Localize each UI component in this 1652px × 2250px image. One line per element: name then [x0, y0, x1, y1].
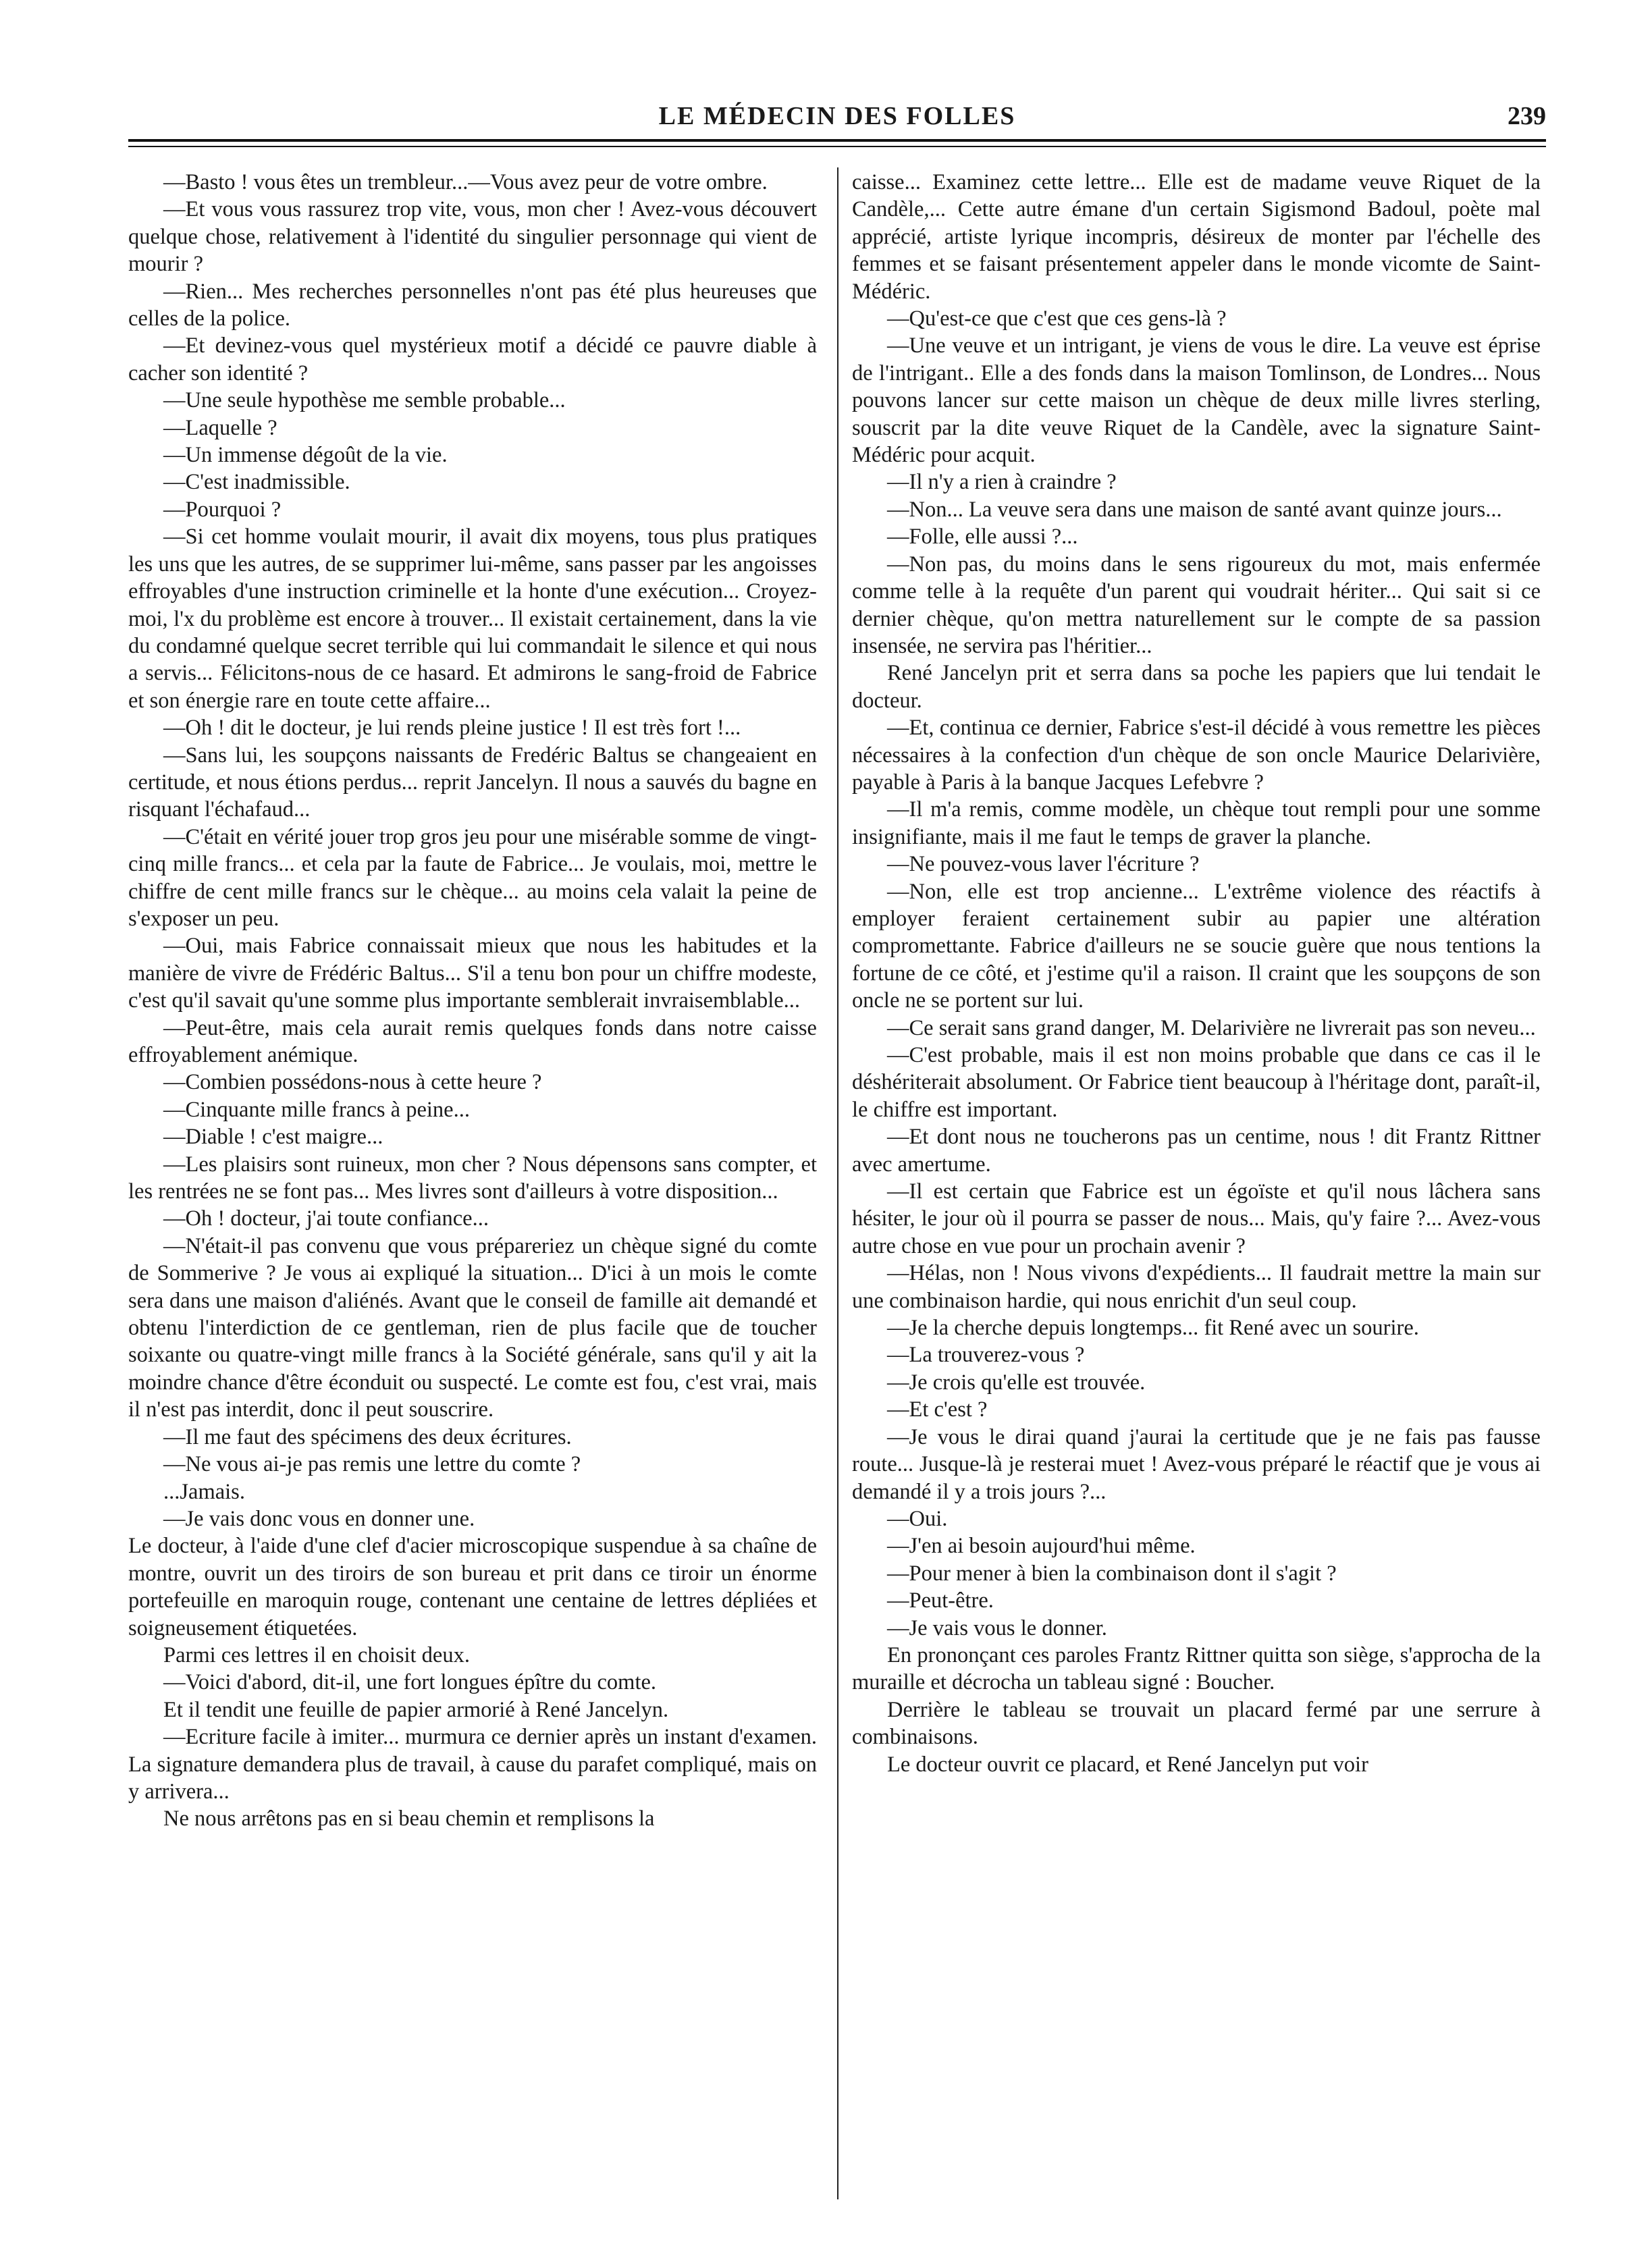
paragraph: —Peut-être. — [887, 1588, 994, 1613]
paragraph: —Je la cherche depuis longtemps... fit René avec un sourire. — [887, 1316, 1419, 1341]
paragraph: Derrière le tableau se trouvait un placard fermé par une serrure à combinaisons. — [852, 1697, 1541, 1750]
paragraph: —La trouverez-vous ? — [887, 1343, 1085, 1368]
paragraph: —J'en ai besoin aujourd'hui même. — [887, 1534, 1196, 1559]
paragraph: Parmi ces lettres il en choisit deux. — [163, 1642, 470, 1667]
paragraph: —Je vous le dirai quand j'aurai la certitude que je ne fais pas fausse route... Jusque-là je resterai muet ! Avez-vous préparé le réactif que je vous ai demandé il y a trois jours ?... — [852, 1424, 1541, 1504]
page-header — [128, 101, 1546, 135]
paragraph: Ne nous arrêtons pas en si beau chemin et remplisons la — [163, 1806, 655, 1831]
paragraph: —N'était-il pas convenu que vous prépareriez un chèque signé du comte de Sommerive ? Je vous ai expliqué la situation... D'ici à un mois le comte sera dans une maison d'aliénés. Avant que le conseil de famille ait demandé et obtenu l'interdiction de ce gentleman, rien de plus facile que de toucher soixante ou quatre-vingt mille francs à la Société générale, sans qu'il y ait la moindre chance d'être éconduit ou suspecté. Le comte est fou, c'est vrai, mais il n'est pas interdit, donc il peut souscrire. — [128, 1233, 817, 1422]
paragraph: Le docteur, à l'aide d'une clef d'acier microscopique suspendue à sa chaîne de montre, ouvrit un des tiroirs de son bureau et prit dans ce tiroir un énorme portefeuille en maroquin rouge, contenant une centaine de lettres dépliées et soigneusement étiquetées. — [128, 1534, 817, 1640]
paragraph: —Folle, elle aussi ?... — [887, 525, 1078, 550]
paragraph: —Je vais donc vous en donner une. — [163, 1506, 475, 1531]
paragraph: René Jancelyn prit et serra dans sa poche les papiers que lui tendait le docteur. — [852, 661, 1541, 713]
paragraph: —Cinquante mille francs à peine... — [163, 1097, 470, 1122]
paragraph: caisse... Examinez cette lettre... Elle est de madame veuve Riquet de la Candèle,... Cette autre émane d'un certain Sigismond Badoul, poète mal apprécié, artiste lyrique incompris, désireux de monter par l'échelle des femmes et se faisant présentement appeler dans le monde vicomte de Saint-Médéric. — [852, 170, 1541, 304]
paragraph: —Les plaisirs sont ruineux, mon cher ? Nous dépensons sans compter, et les rentrées ne se font pas... Mes livres sont d'ailleurs à votre disposition... — [128, 1152, 817, 1204]
paragraph: —Et devinez-vous quel mystérieux motif a décidé ce pauvre diable à cacher son identité ? — [128, 333, 817, 385]
paragraph: —Un immense dégoût de la vie. — [163, 443, 448, 468]
paragraph: —Qu'est-ce que c'est que ces gens-là ? — [887, 306, 1227, 331]
paragraph: —Basto ! vous êtes un trembleur...—Vous avez peur de votre ombre. — [163, 170, 768, 194]
paragraph: —Oh ! docteur, j'ai toute confiance... — [163, 1206, 489, 1231]
text-column-left — [128, 169, 817, 2201]
paragraph: —Il est certain que Fabrice est un égoïste et qu'il nous lâchera sans hésiter, le jour où il pourra se passer de nous... Mais, qu'y faire ?... Avez-vous autre chose en vue pour un prochain avenir ? — [852, 1179, 1541, 1258]
paragraph: —C'était en vérité jouer trop gros jeu pour une misérable somme de vingt-cinq mille francs... et cela par la faute de Fabrice... Je voulais, moi, mettre le chiffre de cent mille francs sur le chèque... au moins cela valait la peine de s'exposer un peu. — [128, 824, 817, 931]
paragraph: En prononçant ces paroles Frantz Rittner quitta son siège, s'approcha de la muraille et décrocha un tableau signé : Boucher. — [852, 1642, 1541, 1695]
paragraph: —Ne vous ai-je pas remis une lettre du comte ? — [163, 1452, 581, 1477]
paragraph: —Diable ! c'est maigre... — [163, 1125, 383, 1150]
paragraph: —C'est inadmissible. — [163, 470, 350, 495]
paragraph: —Je vais vous le donner. — [887, 1615, 1107, 1640]
header-rule-top — [128, 139, 1546, 142]
paragraph: Le docteur ouvrit ce placard, et René Jancelyn put voir — [887, 1752, 1368, 1777]
paragraph: ...Jamais. — [163, 1479, 245, 1504]
paragraph: —Il n'y a rien à craindre ? — [887, 470, 1117, 495]
paragraph: —Il m'a remis, comme modèle, un chèque tout rempli pour une somme insignifiante, mais il me faut le temps de graver la planche. — [852, 797, 1541, 849]
paragraph: —Non... La veuve sera dans une maison de santé avant quinze jours... — [887, 497, 1502, 522]
paragraph: —Et vous vous rassurez trop vite, vous, mon cher ! Avez-vous découvert quelque chose, relativement à l'identité du singulier personnage qui vient de mourir ? — [128, 197, 817, 277]
paragraph: —Laquelle ? — [163, 415, 277, 440]
column-divider — [837, 167, 838, 2199]
paragraph: —Combien possédons-nous à cette heure ? — [163, 1070, 542, 1095]
paragraph: —Et, continua ce dernier, Fabrice s'est-il décidé à vous remettre les pièces nécessaires à la confection d'un chèque de son oncle Maurice Delarivière, payable à Paris à la banque Jacques Lefebvre ? — [852, 716, 1541, 795]
paragraph: —Ne pouvez-vous laver l'écriture ? — [887, 852, 1200, 877]
paragraph: —Oui. — [887, 1506, 948, 1531]
paragraph: —Une seule hypothèse me semble probable... — [163, 388, 566, 413]
paragraph: —Il me faut des spécimens des deux écritures. — [163, 1424, 572, 1449]
paragraph: —Oh ! dit le docteur, je lui rends pleine justice ! Il est très fort !... — [163, 716, 741, 741]
paragraph: —Une veuve et un intrigant, je viens de vous le dire. La veuve est éprise de l'intrigant.. Elle a des fonds dans la maison Tomlinson, de Londres... Nous pouvons lancer sur cette maison un chèque de deux mille livres sterling, souscrit par la dite veuve Riquet de la Candèle, avec la signature Saint-Médéric pour acquit. — [852, 333, 1541, 468]
paragraph: —Et c'est ? — [887, 1397, 988, 1422]
paragraph: —Je crois qu'elle est trouvée. — [887, 1370, 1146, 1395]
text-column-right — [852, 169, 1541, 2201]
paragraph: —C'est probable, mais il est non moins probable que dans ce cas il le déshériterait absolument. Or Fabrice tient beaucoup à l'héritage dont, paraît-il, le chiffre est important. — [852, 1043, 1541, 1122]
paragraph: —Peut-être, mais cela aurait remis quelques fonds dans notre caisse effroyablement anémique. — [128, 1015, 817, 1067]
paragraph: —Non, elle est trop ancienne... L'extrême violence des réactifs à employer feraient certainement subir au papier une altération compromettante. Fabrice d'ailleurs ne se soucie guère que nous tentions la fortune de ce côté, et j'estime qu'il a raison. Il craint que les soupçons de son oncle ne se portent sur lui. — [852, 879, 1541, 1013]
paragraph: —Ecriture facile à imiter... murmura ce dernier après un instant d'examen. La signature demandera plus de travail, à cause du parafet compliqué, mais on y arrivera... — [128, 1725, 817, 1804]
paragraph: Et il tendit une feuille de papier armorié à René Jancelyn. — [163, 1697, 669, 1722]
paragraph: —Pour mener à bien la combinaison dont il s'agit ? — [887, 1561, 1337, 1586]
paragraph: —Hélas, non ! Nous vivons d'expédients... Il faudrait mettre la main sur une combinaison hardie, qui nous enrichit d'un seul coup. — [852, 1261, 1541, 1313]
paragraph: —Sans lui, les soupçons naissants de Fredéric Baltus se changeaient en certitude, et nous étions perdus... reprit Jancelyn. Il nous a sauvés du bagne en risquant l'échafaud... — [128, 743, 817, 822]
page-number: 239 — [1508, 102, 1546, 130]
paragraph: —Pourquoi ? — [163, 497, 282, 522]
paragraph: —Rien... Mes recherches personnelles n'ont pas été plus heureuses que celles de la police. — [128, 279, 817, 331]
header-rule-bottom — [128, 146, 1546, 147]
paragraph: —Non pas, du moins dans le sens rigoureux du mot, mais enfermée comme telle à la requête d'un parent qui voudrait hériter... Qui sait si ce dernier chèque, qu'on mettra naturellement sur le compte de sa passion insensée, ne servira pas l'héritier... — [852, 552, 1541, 658]
paragraph: —Si cet homme voulait mourir, il avait dix moyens, tous plus pratiques les uns que les autres, de se supprimer lui-même, sans passer par les angoisses effroyables d'une instruction criminelle et la honte d'une exécution... Croyez-moi, l'x du problème est encore à trouver... Il existait certainement, dans la vie du condamné quelque secret terrible qui lui commandait le silence et qui nous a servis... Félicitons-nous de ce hasard. Et admirons le sang-froid de Fabrice et son énergie rare en toute cette affaire... — [128, 525, 817, 713]
paragraph: —Ce serait sans grand danger, M. Delarivière ne livrerait pas son neveu... — [887, 1015, 1536, 1040]
paragraph: —Voici d'abord, dit-il, une fort longues épître du comte. — [163, 1670, 657, 1695]
paragraph: —Oui, mais Fabrice connaissait mieux que nous les habitudes et la manière de vivre de Frédéric Baltus... S'il a tenu bon pour un chiffre modeste, c'est qu'il savait qu'une somme plus importante semblerait invraisemblable... — [128, 934, 817, 1013]
paragraph: —Et dont nous ne toucherons pas un centime, nous ! dit Frantz Rittner avec amertume. — [852, 1125, 1541, 1177]
page-title: LE MÉDECIN DES FOLLES — [658, 102, 1016, 130]
